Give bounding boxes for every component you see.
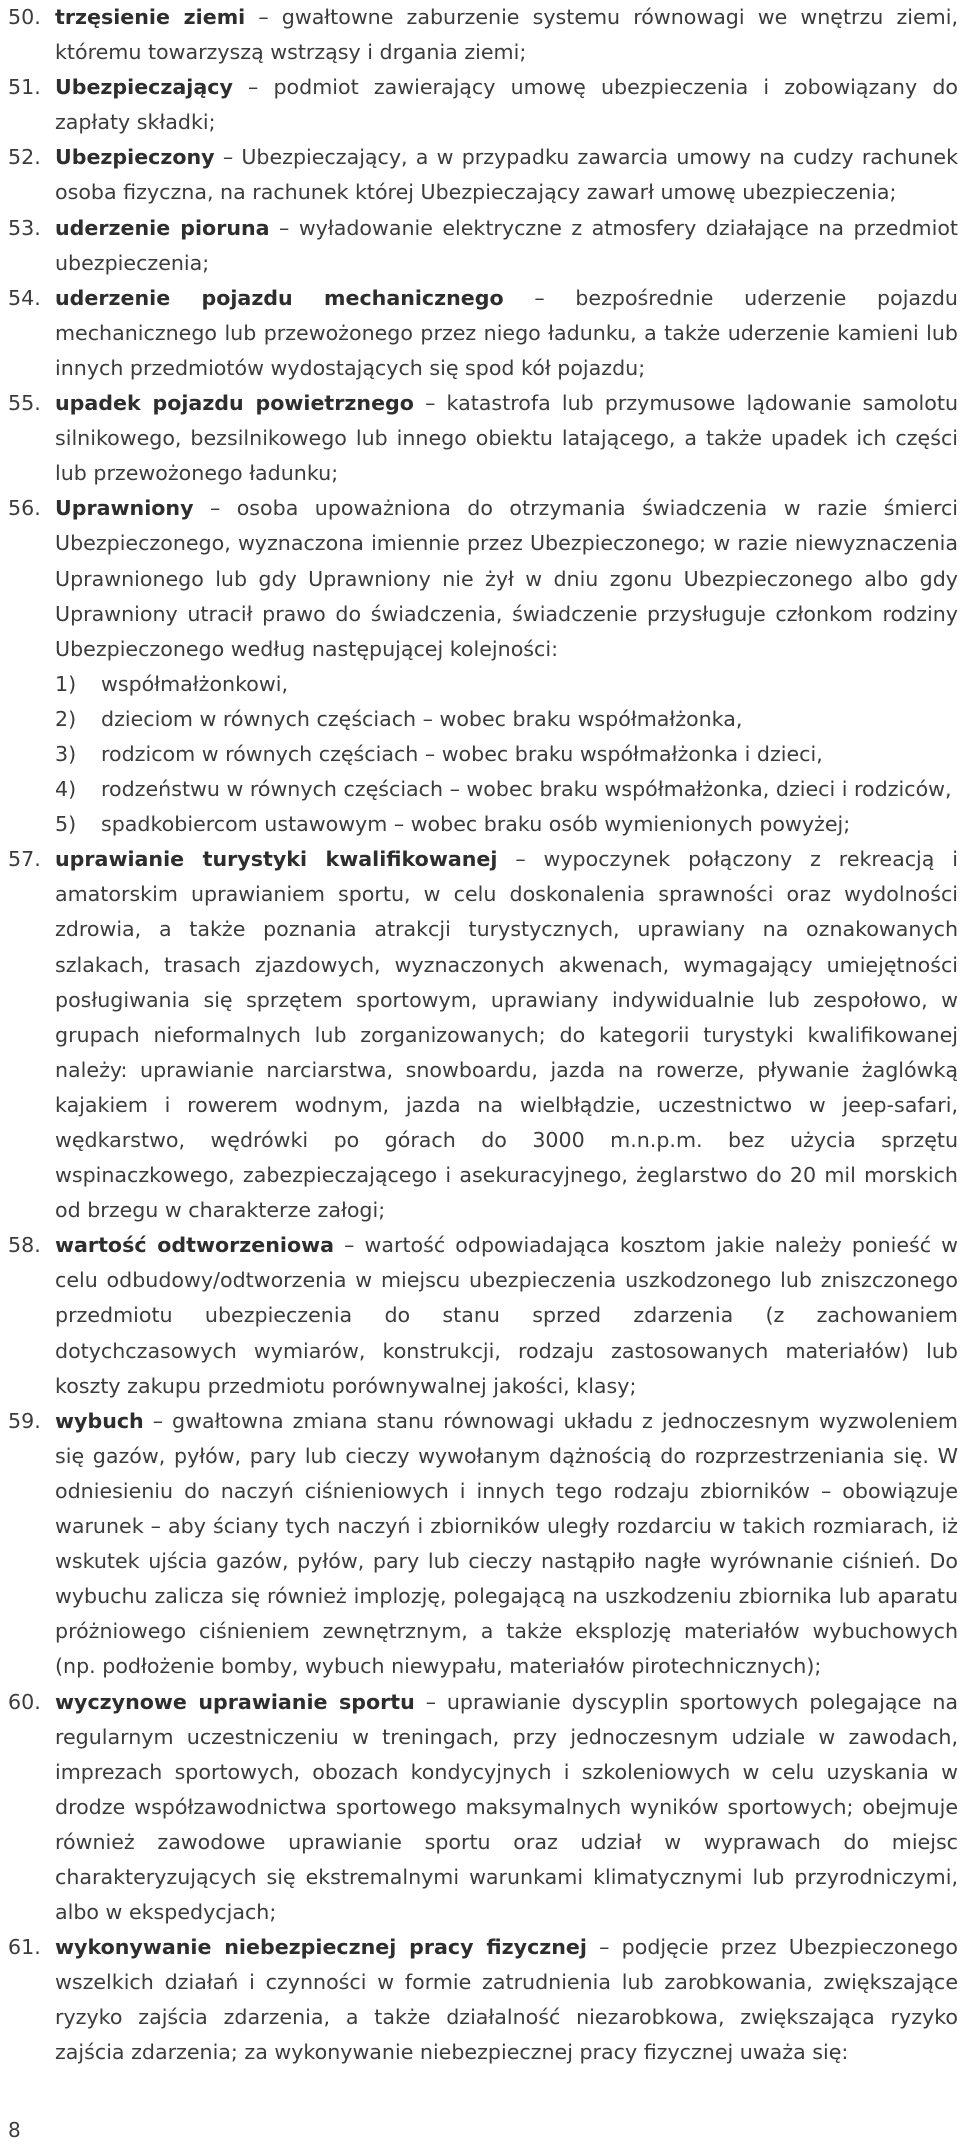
entry-term: wybuch — [55, 1408, 144, 1433]
list-item-text: współmałżonkowi, — [101, 671, 288, 696]
entry-term: uderzenie pojazdu mechanicznego — [55, 285, 504, 310]
list-item-text: rodzicom w równych częściach – wobec braku współmałżonka i dzieci, — [101, 741, 823, 766]
entry-number: 52. — [8, 145, 41, 170]
definition-entry — [8, 491, 958, 842]
definition-entry — [8, 842, 958, 1228]
definition-entry — [8, 1930, 958, 2070]
beneficiary-order-list — [55, 667, 958, 842]
list-item — [55, 737, 958, 772]
entry-text: – katastrofa lub przymusowe lądowanie samolotu silnikowego, bezsilnikowego lub innego obiektu latającego, a także upadek ich części lub przewożonego ładunku; — [55, 391, 958, 486]
list-item — [55, 772, 958, 807]
page-number: 8 — [8, 2118, 21, 2142]
definition-entry — [8, 0, 958, 70]
entry-text: – podjęcie przez Ubezpieczonego wszelkich działań i czynności w formie zatrudnienia lub zarobkowania, zwiększające ryzyko zajścia zdarzenia, a także działalność niezarobkowa, zwiększająca ryzyko zajścia zdarzenia; za wykonywanie niebezpiecznej pracy fizycznej uważa się: — [55, 1935, 958, 2065]
list-item-number: 1) — [55, 671, 77, 696]
list-item-number: 3) — [55, 741, 77, 766]
definition-entry — [8, 386, 958, 491]
entry-text: – gwałtowne zaburzenie systemu równowagi we wnętrzu ziemi, któremu towarzyszą wstrząsy i drgania ziemi; — [55, 5, 959, 65]
list-item — [55, 807, 958, 842]
definition-entry — [8, 1685, 958, 1931]
definition-entry — [8, 281, 958, 386]
entry-text: – wartość odpowiadająca kosztom jakie należy ponieść w celu odbudowy/odtworzenia w miejscu ubezpieczenia uszkodzonego lub zniszczonego przedmiotu ubezpieczenia do stanu sprzed zdarzenia (z zachowaniem dotychczasowych wymiarów, konstrukcji, rodzaju zastosowanych materiałów) lub koszty zakupu przedmiotu porównywalnej jakości, klasy; — [55, 1233, 959, 1398]
entry-text: – uprawianie dyscyplin sportowych polegające na regularnym uczestniczeniu w treningach, przy jednoczesnym udziale w zawodach, imprezach sportowych, obozach kondycyjnych i szkoleniowych w celu uzyskania w drodze współzawodnictwa sportowego maksymalnych wyników sportowych; obejmuje również zawodowe uprawianie sportu oraz udział w wyprawach do miejsc charakteryzujących się ekstremalnymi warunkami klimatycznymi lub przyrodniczymi, albo w ekspedycjach; — [55, 1689, 959, 1925]
list-item — [55, 667, 958, 702]
entry-term: wykonywanie niebezpiecznej pracy fizycznej — [55, 1935, 587, 1960]
entry-term: trzęsienie ziemi — [55, 5, 246, 29]
entry-term: wyczynowe uprawianie sportu — [55, 1689, 415, 1714]
entry-term: Ubezpieczający — [55, 75, 233, 100]
list-item-number: 2) — [55, 706, 77, 731]
definitions-list — [8, 0, 958, 2071]
list-item-text: spadkobiercom ustawowym – wobec braku osób wymienionych powyżej; — [101, 812, 851, 837]
definition-entry — [8, 1228, 958, 1403]
entry-term: uderzenie pioruna — [55, 215, 270, 240]
definition-entry — [8, 140, 958, 210]
entry-text: – Ubezpieczający, a w przypadku zawarcia umowy na cudzy rachunek osoba fizyczna, na rachunek której Ubezpieczający zawarł umowę ubezpieczenia; — [55, 145, 958, 205]
entry-number: 53. — [8, 215, 41, 240]
entry-text: – wyładowanie elektryczne z atmosfery działające na przedmiot ubezpieczenia; — [55, 215, 958, 275]
entry-term: Ubezpieczony — [55, 145, 215, 170]
definition-entry — [8, 211, 958, 281]
entry-number: 54. — [8, 285, 41, 310]
list-item-number: 4) — [55, 777, 77, 802]
entry-text: – gwałtowna zmiana stanu równowagi układu z jednoczesnym wyzwoleniem się gazów, pyłów, pary lub cieczy wywołanym dążnością do rozprzestrzeniania się. W odniesieniu do naczyń ciśnieniowych i innych tego rodzaju zbiorników – obowiązuje warunek – aby ściany tych naczyń i zbiorników uległy rozdarciu w takich rozmiarach, iż wskutek ujścia gazów, pyłów, pary lub cieczy nastąpiło nagłe wyrównanie ciśnień. Do wybuchu zalicza się również implozję, polegającą na uszkodzeniu zbiornika lub aparatu próżniowego ciśnieniem zewnętrznym, a także eksplozję materiałów wybuchowych (np. podłożenie bomby, wybuch niewypału, materiałów pirotechnicznych); — [55, 1408, 958, 1679]
entry-text: – osoba upoważniona do otrzymania świadczenia w razie śmierci Ubezpieczonego, wyznaczona imiennie przez Ubezpieczonego; w razie niewyznaczenia Uprawnionego lub gdy Uprawniony nie żył w dniu zgonu Ubezpieczonego albo gdy Uprawniony utracił prawo do świadczenia, świadczenie przysługuje członkom rodziny Ubezpieczonego według następującej kolejności: — [55, 496, 958, 661]
entry-term: Uprawniony — [55, 496, 194, 521]
entry-number: 55. — [8, 391, 41, 416]
entry-number: 59. — [8, 1408, 41, 1433]
entry-number: 51. — [8, 75, 41, 100]
entry-number: 58. — [8, 1233, 41, 1258]
list-item-number: 5) — [55, 812, 77, 837]
entry-term: uprawianie turystyki kwalifikowanej — [55, 847, 498, 872]
entry-number: 60. — [8, 1689, 41, 1714]
entry-term: upadek pojazdu powietrznego — [55, 391, 414, 416]
list-item-text: rodzeństwu w równych częściach – wobec braku współmałżonka, dzieci i rodziców, — [101, 777, 952, 802]
entry-number: 50. — [8, 5, 41, 29]
entry-number: 57. — [8, 847, 41, 872]
definition-entry — [8, 1404, 958, 1685]
entry-number: 61. — [8, 1935, 41, 1960]
entry-number: 56. — [8, 496, 41, 521]
entry-text: – wypoczynek połączony z rekreacją i amatorskim uprawianiem sportu, w celu doskonalenia sprawności oraz wydolności zdrowia, a także poznania atrakcji turystycznych, uprawiany na oznakowanych szlakach, trasach zjazdowych, wyznaczonych akwenach, wymagający umiejętności posługiwania się sprzętem sportowym, uprawiany indywidualnie lub zespołowo, w grupach nieformalnych lub zorganizowanych; do kategorii turystyki kwalifikowanej należy: uprawianie narciarstwa, snowboardu, jazda na rowerze, pływanie żaglówką kajakiem i rowerem wodnym, jazda na wielbłądzie, uczestnictwo w jeep-safari, wędkarstwo, wędrówki po górach do 3000 m.n.p.m. bez użycia sprzętu wspinaczkowego, zabezpieczającego i asekuracyjnego, żeglarstwo do 20 mil morskich od brzegu w charakterze załogi; — [55, 847, 959, 1223]
list-item — [55, 702, 958, 737]
entry-term: wartość odtworzeniowa — [55, 1233, 335, 1258]
entry-text: – bezpośrednie uderzenie pojazdu mechanicznego lub przewożonego przez niego ładunku, a także uderzenie kamieni lub innych przedmiotów wydostających się spod kół pojazdu; — [55, 285, 958, 380]
entry-text: – podmiot zawierający umowę ubezpieczenia i zobowiązany do zapłaty składki; — [55, 75, 958, 135]
definition-entry — [8, 70, 958, 140]
list-item-text: dzieciom w równych częściach – wobec braku współmałżonka, — [101, 706, 743, 731]
